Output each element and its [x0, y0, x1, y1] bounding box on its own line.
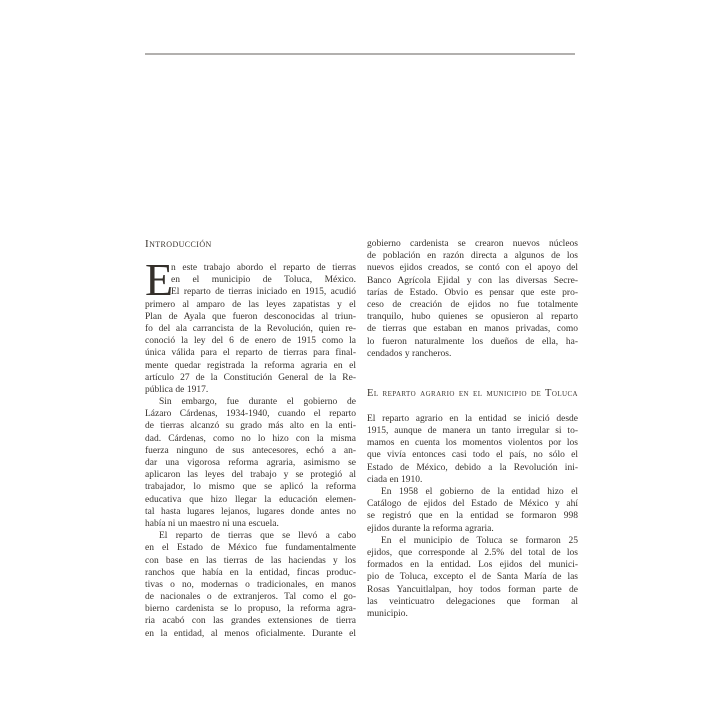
text-line: ria acabó con las grandes extensiones de tierra [145, 616, 356, 627]
text-line: había ni un maestro ni una escuela. [145, 518, 279, 529]
text-line: Plan de Ayala que fueron desconocidas al triun- [145, 311, 356, 322]
text-line: Sin embargo, fue durante el gobierno de [159, 397, 356, 408]
text-line: cendados y rancheros. [367, 348, 452, 359]
text-line: nuevos ejidos creados, se contó con el apoyo del [367, 263, 578, 274]
text-line: ejidos, que corresponde al 2.5% del total de los [367, 547, 578, 558]
text-line: las veinticuatro delegaciones que forman al [367, 596, 578, 607]
text-line: aplicaron las leyes del trabajo y se protegió al [145, 470, 356, 481]
text-line: con base en las tierras de las haciendas y los [145, 555, 356, 566]
text-line: ciada en 1910. [367, 474, 423, 485]
drop-cap-letter: E [145, 254, 174, 305]
paragraph [145, 530, 356, 640]
text-line: Catálogo de ejidos del Estado de México y ahí [367, 499, 578, 510]
text-line: fo del ala carrancista de la Revolución, quien re- [145, 323, 356, 334]
text-line: lo fueron naturalmente los dueños de ella, ha- [367, 336, 578, 347]
text-line: de tierras alcanzó su grado más alto en la enti- [145, 421, 356, 432]
left-column [145, 238, 356, 640]
text-line: El reparto agrario en la entidad se inició desde [367, 413, 578, 424]
text-line: formados en la entidad. Los ejidos del munici- [367, 560, 578, 571]
text-line: ejidos durante la reforma agraria. [367, 523, 494, 534]
text-line: primero al amparo de las leyes zapatistas y el [145, 299, 356, 310]
text-line: trabajador, lo mismo que se aplicó la reforma [145, 482, 356, 493]
text-line: dar una vigorosa reforma agraria, asimismo se [145, 458, 356, 468]
text-line: Estado de México, debido a la Revolución ini- [367, 462, 578, 473]
text-line: Lázaro Cárdenas, 1934-1940, cuando el reparto [145, 409, 356, 420]
paragraph [367, 238, 578, 360]
paragraph [145, 254, 356, 396]
text-line: en el Estado de México fue fundamentalmente [145, 543, 356, 554]
text-line: Banco Agrícola Ejidal y con las diversas Secre- [367, 275, 578, 286]
text-line: artículo 27 de la Constitución General de la Re- [145, 372, 356, 383]
text-line: El reparto de tierras iniciado en 1915, acudió [171, 287, 356, 298]
section-heading-reparto-agrario: El reparto agrario en el municipio de Toluca [367, 387, 578, 399]
text-line: El reparto de tierras que se llevó a cabo [159, 531, 356, 542]
text-line: Rosas Yancuitlalpan, hoy todos forman parte de [367, 584, 578, 595]
text-line: de nacionales o de extranjeros. Tal como el go- [145, 592, 356, 603]
text-line: dad. Cárdenas, como no lo hizo con la misma [145, 433, 356, 444]
text-line: pio de Toluca, excepto el de Santa María de las [367, 572, 578, 583]
text-line: municipio. [367, 608, 408, 619]
text-line: de tierras que estaban en manos privadas, como [367, 324, 578, 335]
text-line: En el municipio de Toluca se formaron 25 [381, 535, 578, 546]
paragraph [367, 413, 578, 486]
text-line: pública de 1917. [145, 384, 209, 395]
section-heading-introduccion: Introducción [145, 238, 212, 250]
text-line: En 1958 el gobierno de la entidad hizo el [381, 487, 578, 497]
text-line: 1915, aunque de manera un tanto irregular si to- [367, 426, 578, 437]
text-line: que vivía entonces casi todo el país, no sólo el [367, 450, 578, 461]
paragraph [145, 396, 356, 530]
text-line: tivas o no, modernas o tradicionales, en manos [145, 579, 356, 590]
text-line: única válida para el reparto de tierras para final- [145, 348, 356, 359]
right-column [367, 238, 578, 620]
paragraph [367, 486, 578, 535]
text-line: tal hasta lugares lejanos, lugares donde antes no [145, 506, 356, 517]
text-line: ranchos que había en la entidad, fincas produc- [145, 567, 356, 578]
right-column-paragraphs-after [367, 413, 578, 620]
text-line: de población en razón directa a algunos de los [367, 251, 578, 262]
text-line: se registró que en la entidad se formaron 998 [367, 511, 578, 522]
text-line: conoció la ley del 6 de enero de 1915 como la [145, 336, 356, 347]
text-line: mente quedar registrada la reforma agraria en el [145, 360, 356, 371]
text-line: tarías de Estado. Obvio es pensar que este pro- [367, 287, 578, 298]
text-line: fuerza ninguno de sus antecesores, echó a an- [145, 445, 356, 456]
text-line: en el municipio de Toluca, México. [171, 275, 356, 286]
text-line: bierno cardenista se lo propuso, la reforma agra- [145, 604, 356, 615]
text-line: n este trabajo abordo el reparto de tierras [171, 263, 356, 273]
text-line: ceso de creación de ejidos no fue totalmente [367, 299, 578, 310]
text-line: mamos en cuenta los momentos violentos por los [367, 438, 578, 449]
text-line: en la entidad, al menos oficialmente. Durante el [145, 628, 356, 639]
top-rule [145, 53, 575, 55]
text-line: gobierno cardenista se crearon nuevos núcleos [367, 239, 578, 249]
paragraph [367, 535, 578, 620]
left-column-paragraphs [145, 254, 356, 640]
text-line: educativa que hizo llegar la educación elemen- [145, 494, 356, 505]
text-line: tranquilo, hubo quienes se opusieron al reparto [367, 312, 578, 323]
right-column-paragraphs-before [367, 238, 578, 360]
